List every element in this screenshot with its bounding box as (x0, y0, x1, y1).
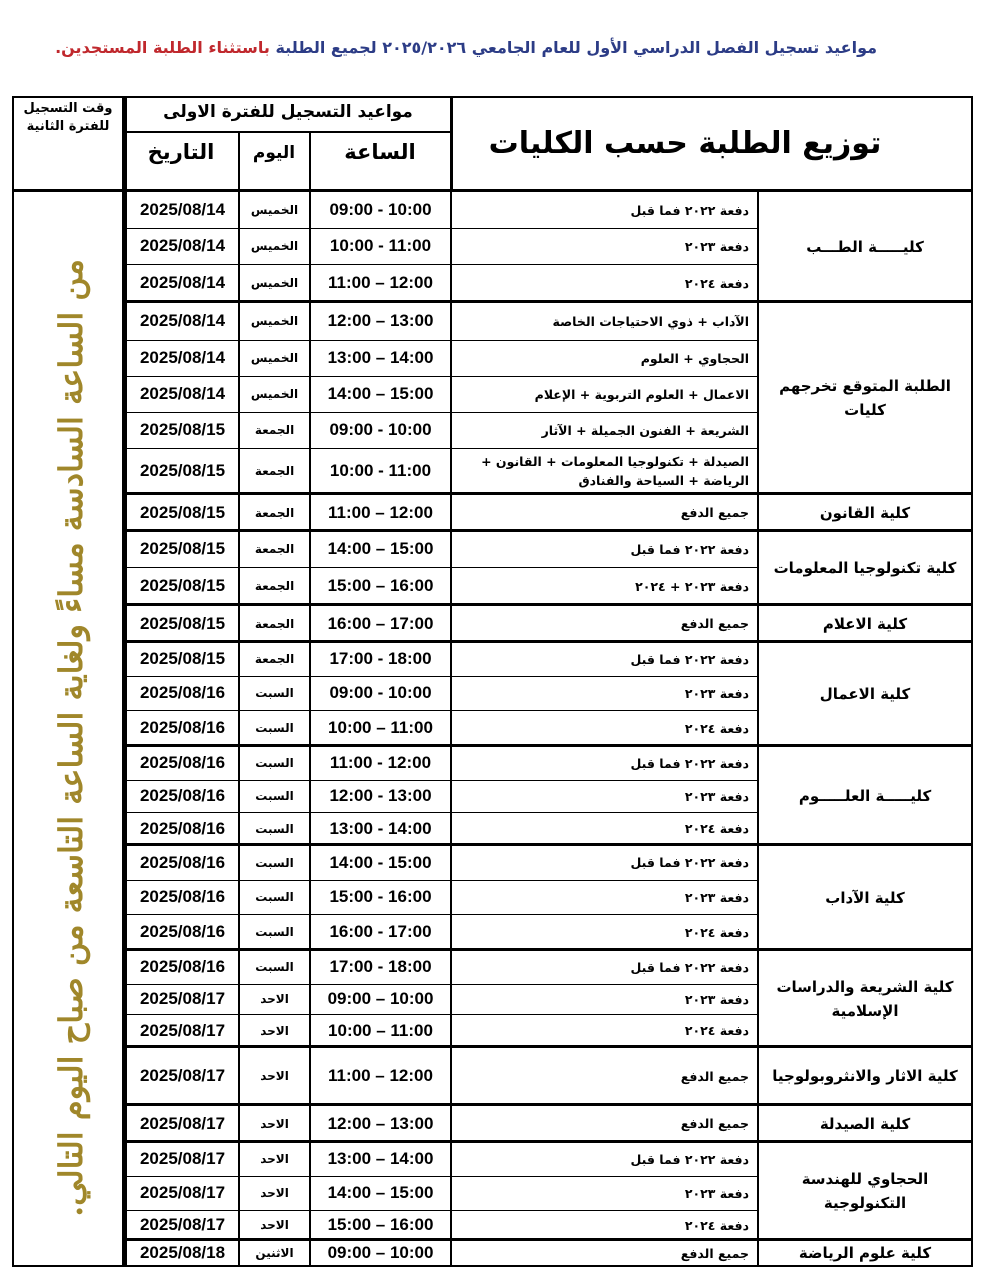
row-time: 11:00 – 12:00 (328, 502, 433, 522)
row-day: الجمعة (254, 579, 295, 593)
header-distribution: توزيع الطلبة حسب الكليات (488, 126, 882, 161)
row-day: الجمعة (254, 464, 295, 478)
row-batch: دفعة ٢٠٢٣ (684, 1185, 749, 1201)
row-time: 09:00 - 10:00 (329, 683, 432, 702)
row-day: السبت (255, 686, 294, 700)
row-batch: دفعة ٢٠٢٢ فما قبل (630, 1151, 749, 1167)
header-second-period: وقت التسجيل للفترة الثانية (23, 101, 113, 134)
row-time: 10:00 – 11:00 (328, 1020, 433, 1040)
college-name: الطلبة المتوقع تخرجهم كليات (779, 377, 951, 419)
row-batch: دفعة ٢٠٢٢ فما قبل (630, 855, 749, 870)
row-batch: دفعة ٢٠٢٣ (684, 788, 749, 804)
row-batch: دفعة ٢٠٢٢ فما قبل (630, 959, 749, 975)
row-day: الجمعة (254, 505, 295, 520)
row-time: 09:00 – 10:00 (327, 1243, 434, 1262)
row-time: 17:00 - 18:00 (329, 649, 432, 668)
row-batch: دفعة ٢٠٢٤ (684, 275, 749, 291)
row-time: 09:00 - 10:00 (329, 420, 432, 439)
row-batch: دفعة ٢٠٢٤ (684, 821, 749, 836)
row-time: 11:00 – 12:00 (328, 273, 433, 292)
row-time: 13:00 – 14:00 (327, 348, 434, 367)
row-day: السبت (255, 821, 294, 836)
row-batch: جميع الدفع (680, 1245, 749, 1261)
row-time: 12:00 - 13:00 (329, 786, 432, 805)
header-divider (238, 131, 240, 192)
row-date: 2025/08/15 (139, 420, 226, 439)
row-date: 2025/08/15 (139, 539, 226, 558)
row-day: الاحد (260, 992, 289, 1006)
row-date: 2025/08/16 (139, 887, 226, 906)
row-day: الاحد (260, 1152, 289, 1166)
row-date: 2025/08/16 (139, 818, 226, 838)
college-name: كلية علوم الرياضة (798, 1244, 932, 1262)
header-divider (309, 131, 311, 192)
row-date: 2025/08/16 (139, 786, 226, 805)
row-time: 12:00 – 13:00 (327, 311, 434, 330)
row-day: السبت (255, 890, 294, 904)
row-date: 2025/08/14 (139, 348, 226, 367)
row-time: 14:00 - 15:00 (329, 852, 432, 872)
row-batch: دفعة ٢٠٢٤ (684, 1023, 749, 1038)
college-name: كلية الاثار والانثروبولوجيا (772, 1067, 958, 1085)
row-batch: دفعة ٢٠٢٤ (684, 924, 749, 940)
row-day: الخميس (250, 387, 299, 401)
row-day: الاحد (260, 1116, 289, 1131)
row-batch: الاعمال + العلوم التربوية + الإعلام (534, 386, 749, 402)
row-date: 2025/08/14 (139, 236, 226, 255)
row-batch: جميع الدفع (680, 1068, 749, 1084)
row-date: 2025/08/15 (139, 613, 226, 633)
row-day: السبت (255, 855, 294, 870)
header-divider (125, 131, 450, 133)
row-day: الجمعة (254, 423, 295, 437)
row-date: 2025/08/15 (139, 502, 226, 522)
row-date: 2025/08/16 (139, 683, 226, 702)
college-name: كلية الشريعة والدراسات الإسلامية (776, 977, 954, 1020)
row-day: الخميس (250, 351, 299, 365)
row-day: الجمعة (254, 542, 295, 556)
row-day: السبت (255, 960, 294, 974)
row-time: 11:00 – 12:00 (328, 1066, 433, 1085)
row-batch: دفعة ٢٠٢٢ فما قبل (630, 541, 749, 557)
row-batch: الصيدلة + تكنولوجيا المعلومات + القانون + الرياضة + السياحة والفنادق (481, 454, 749, 488)
college-name: كلية الصيدلة (819, 1114, 911, 1133)
row-time: 14:00 – 15:00 (327, 384, 434, 403)
row-time: 13:00 – 14:00 (327, 1149, 434, 1168)
row-date: 2025/08/18 (139, 1243, 226, 1262)
row-batch: دفعة ٢٠٢٤ (684, 720, 749, 736)
row-time: 09:00 - 10:00 (329, 200, 432, 219)
row-date: 2025/08/17 (139, 1149, 226, 1168)
row-day: الخميس (250, 314, 299, 328)
second-period-text: من الساعة السادسة مساءً ولغاية الساعة التاسعة من صباح اليوم التالي. (51, 258, 90, 1217)
row-batch: جميع الدفع (680, 505, 749, 520)
row-day: السبت (255, 789, 294, 803)
row-batch: دفعة ٢٠٢٣ (684, 991, 749, 1007)
row-batch: دفعة ٢٠٢٣ (684, 889, 749, 905)
row-time: 15:00 - 16:00 (329, 887, 432, 906)
row-time: 12:00 – 13:00 (327, 1113, 434, 1133)
row-day: الخميس (250, 239, 299, 253)
row-date: 2025/08/15 (139, 576, 226, 595)
header-time: الساعة (344, 140, 416, 164)
row-time: 13:00 - 14:00 (329, 818, 432, 838)
row-date: 2025/08/15 (139, 461, 226, 480)
college-name: الحجاوي للهندسة التكنولوجية (801, 1170, 929, 1212)
row-date: 2025/08/16 (139, 753, 226, 772)
row-date: 2025/08/16 (139, 957, 226, 976)
row-date: 2025/08/15 (139, 649, 226, 668)
row-date: 2025/08/14 (139, 273, 226, 292)
row-batch: دفعة ٢٠٢٢ فما قبل (630, 755, 749, 771)
header-day: اليوم (252, 143, 296, 163)
college-name: كلية القانون (819, 503, 911, 522)
college-name: كلية الاعمال (819, 685, 911, 703)
row-time: 10:00 - 11:00 (329, 461, 432, 480)
row-day: الخميس (250, 276, 299, 290)
row-day: الجمعة (254, 616, 295, 631)
row-time: 15:00 – 16:00 (327, 1215, 434, 1234)
row-batch: جميع الدفع (680, 1116, 749, 1131)
college-name: كليـــــة الطـــب (806, 238, 924, 256)
row-date: 2025/08/16 (139, 718, 226, 737)
row-date: 2025/08/16 (139, 852, 226, 872)
row-day: الاحد (260, 1218, 289, 1232)
row-day: الاحد (260, 1186, 289, 1200)
header-first-period: مواعيد التسجيل للفترة الاولى (163, 102, 413, 122)
page-title: مواعيد تسجيل الفصل الدراسي الأول للعام الجامعي ٢٠٢٥/٢٠٢٦ لجميع الطلبة باستثناء الطلبة المستجدين. (55, 38, 877, 57)
row-time: 15:00 – 16:00 (327, 576, 434, 595)
college-name: كلية الاعلام (822, 614, 908, 633)
row-day: الجمعة (254, 652, 295, 666)
row-day: السبت (255, 925, 294, 939)
header-date: التاريخ (147, 140, 215, 164)
row-date: 2025/08/17 (139, 1066, 226, 1085)
header-divider (450, 96, 453, 192)
row-date: 2025/08/17 (139, 1020, 226, 1040)
college-name: كلية الآداب (825, 888, 905, 907)
row-batch: دفعة ٢٠٢٣ (684, 685, 749, 701)
row-batch: دفعة ٢٠٢٣ (684, 238, 749, 254)
row-batch: الآداب + ذوي الاحتياجات الخاصة (552, 313, 749, 329)
row-time: 16:00 - 17:00 (329, 922, 432, 941)
college-name: كلية تكنولوجيا المعلومات (773, 559, 957, 577)
row-time: 14:00 – 15:00 (327, 539, 434, 558)
row-date: 2025/08/14 (139, 311, 226, 330)
row-day: الخميس (250, 203, 299, 217)
row-time: 10:00 - 11:00 (329, 236, 432, 255)
row-date: 2025/08/17 (139, 989, 226, 1008)
row-date: 2025/08/17 (139, 1215, 226, 1234)
row-time: 11:00 - 12:00 (329, 753, 432, 772)
row-batch: الشريعة + الفنون الجميلة + الآثار (541, 422, 749, 438)
row-batch: دفعة ٢٠٢٣ + ٢٠٢٤ (635, 578, 749, 594)
row-date: 2025/08/14 (139, 200, 226, 219)
row-time: 16:00 – 17:00 (327, 613, 434, 633)
row-date: 2025/08/16 (139, 922, 226, 941)
college-name: كليـــــة العلـــــوم (798, 786, 932, 805)
row-time: 17:00 - 18:00 (329, 957, 432, 976)
row-batch: دفعة ٢٠٢٤ (684, 1217, 749, 1233)
row-date: 2025/08/14 (139, 384, 226, 403)
row-batch: دفعة ٢٠٢٢ فما قبل (630, 202, 749, 218)
row-batch: جميع الدفع (680, 616, 749, 631)
row-time: 09:00 – 10:00 (327, 989, 434, 1008)
row-date: 2025/08/17 (139, 1183, 226, 1202)
row-batch: الحجاوي + العلوم (640, 350, 749, 366)
row-day: الاحد (260, 1069, 289, 1083)
row-time: 10:00 – 11:00 (328, 718, 433, 737)
row-day: السبت (255, 756, 294, 770)
row-day: السبت (255, 721, 294, 735)
row-date: 2025/08/17 (139, 1113, 226, 1133)
row-day: الاحد (260, 1023, 289, 1038)
row-batch: دفعة ٢٠٢٢ فما قبل (630, 651, 749, 667)
row-day: الاثنين (255, 1246, 294, 1260)
row-time: 14:00 – 15:00 (327, 1183, 434, 1202)
